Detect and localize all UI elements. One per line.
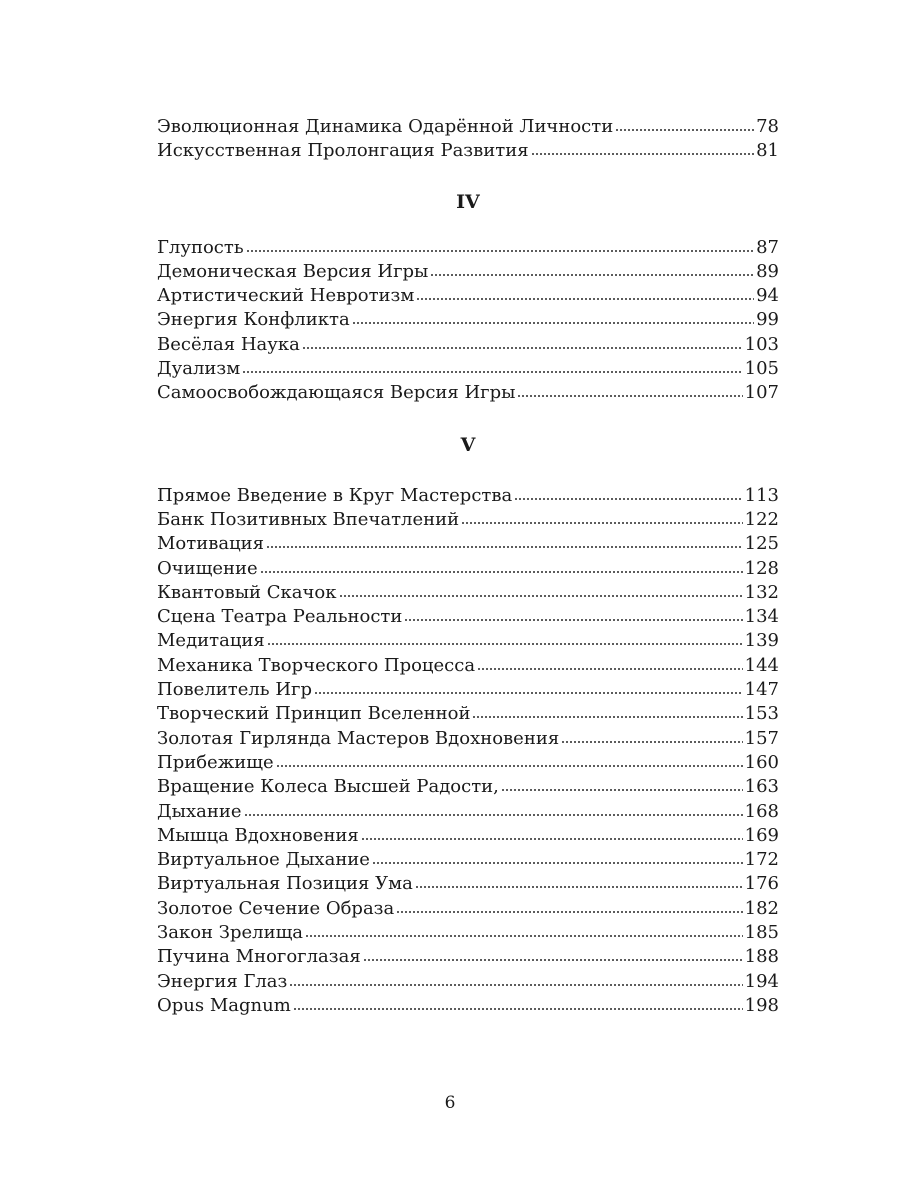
dot-leader — [415, 886, 743, 888]
toc-entry — [157, 581, 779, 605]
toc-entry-page: 122 — [744, 508, 779, 530]
toc-entry-page: 78 — [756, 116, 779, 137]
dot-leader — [305, 935, 743, 937]
toc-entry — [157, 800, 779, 824]
toc-entry — [157, 872, 779, 896]
toc-entry-title: Искусственная Пролонгация Развития — [157, 140, 529, 162]
toc-entry-page: 147 — [744, 679, 779, 701]
toc-entry-page: 153 — [744, 703, 779, 725]
toc-entry — [157, 605, 779, 629]
toc-entry — [157, 333, 779, 357]
toc-entry — [157, 139, 779, 163]
toc-entry-page: 194 — [744, 970, 779, 992]
toc-entry-title: Очищение — [157, 557, 258, 579]
toc-entry — [157, 260, 779, 284]
toc-entry — [157, 970, 779, 994]
dot-leader — [416, 298, 754, 300]
toc-entry-title: Квантовый Скачок — [157, 581, 337, 603]
toc-entry — [157, 484, 779, 508]
toc-entry-title: Творческий Принцип Вселенной — [157, 703, 471, 725]
toc-entry — [157, 532, 779, 556]
toc-entry-title: Прибежище — [157, 751, 274, 773]
toc-entry-title: Пучина Многоглазая — [157, 946, 361, 968]
toc-entry — [157, 557, 779, 581]
toc-entry-title: Виртуальная Позиция Ума — [157, 873, 413, 895]
dot-leader — [242, 371, 742, 373]
toc-entry-title: Самоосвобождающаяся Версия Игры — [157, 382, 516, 404]
toc-entry — [157, 284, 779, 308]
toc-entry — [157, 897, 779, 921]
toc-entry-page: 198 — [744, 994, 779, 1016]
dot-leader — [339, 595, 743, 597]
toc-entry-title: Глупость — [157, 236, 244, 258]
toc-entry — [157, 678, 779, 702]
dot-leader — [472, 716, 742, 718]
toc-entry-page: 81 — [756, 140, 779, 162]
dot-leader — [352, 322, 754, 324]
toc-entry-page: 94 — [756, 285, 779, 307]
dot-leader — [531, 153, 755, 155]
dot-leader — [461, 522, 743, 524]
toc-entry-title: Повелитель Игр — [157, 679, 312, 701]
dot-leader — [276, 765, 743, 767]
toc-entry-title: Артистический Невротизм — [157, 285, 415, 307]
toc-entry — [157, 629, 779, 653]
section-heading-v: V — [460, 433, 476, 456]
toc-entry-title: Банк Позитивных Впечатлений — [157, 508, 460, 530]
toc-entry — [157, 702, 779, 726]
toc-entry — [157, 945, 779, 969]
dot-leader — [361, 838, 743, 840]
toc-entry-title: Золотое Сечение Образа — [157, 897, 395, 919]
toc-entry-page: 134 — [744, 606, 779, 628]
toc-entry-title: Медитация — [157, 630, 265, 652]
page-number: 6 — [444, 1093, 456, 1113]
toc-entry-page: 160 — [744, 751, 779, 773]
toc-entry-page: 176 — [744, 873, 779, 895]
toc-entry-page: 128 — [744, 557, 779, 579]
toc-entry-page: 125 — [744, 533, 779, 555]
dot-leader — [244, 814, 743, 816]
dot-leader — [372, 862, 743, 864]
toc-entry-title: Энергия Глаз — [157, 970, 288, 992]
dot-leader — [615, 129, 754, 131]
dot-leader — [289, 984, 742, 986]
dot-leader — [260, 571, 743, 573]
dot-leader — [293, 1008, 743, 1010]
dot-leader — [514, 498, 742, 500]
dot-leader — [267, 643, 743, 645]
toc-entry — [157, 775, 779, 799]
dot-leader — [246, 250, 754, 252]
dot-leader — [517, 395, 742, 397]
dot-leader — [501, 789, 743, 791]
toc-entry — [157, 994, 779, 1018]
toc-entry — [157, 921, 779, 945]
toc-entry-title: Дуализм — [157, 358, 241, 380]
toc-entry-page: 103 — [744, 333, 779, 355]
toc-entry-title: Закон Зрелища — [157, 922, 304, 944]
toc-entry-title: Дыхание — [157, 800, 242, 822]
toc-entry-page: 89 — [756, 260, 779, 282]
toc-entry-title: Эволюционная Динамика Одарённой Личности — [157, 116, 614, 137]
spacer — [157, 214, 779, 236]
toc-entry-title: Opus Magnum — [157, 994, 291, 1016]
dot-leader — [561, 741, 742, 743]
toc-entry — [157, 727, 779, 751]
toc-entry-page: 188 — [744, 946, 779, 968]
toc-entries-section-v — [157, 484, 779, 1019]
section-heading-iv: IV — [456, 190, 480, 213]
toc-entry — [157, 357, 779, 381]
toc-entry-page: 163 — [744, 776, 779, 798]
toc-entry — [157, 115, 779, 139]
toc-entry-page: 185 — [744, 922, 779, 944]
toc-entry-page: 169 — [744, 824, 779, 846]
toc-entry-title: Мотивация — [157, 533, 265, 555]
spacer — [157, 457, 779, 484]
toc-entry-title: Вращение Колеса Высшей Радости, — [157, 776, 499, 798]
toc-entry — [157, 848, 779, 872]
toc-entry-page: 144 — [744, 654, 779, 676]
toc-entry-page: 107 — [744, 382, 779, 404]
toc-entry — [157, 824, 779, 848]
dot-leader — [396, 911, 742, 913]
toc-entry-page: 87 — [756, 236, 779, 258]
toc-entry-title: Энергия Конфликта — [157, 309, 350, 331]
table-of-contents — [157, 115, 779, 1018]
toc-entry-page: 168 — [744, 800, 779, 822]
dot-leader — [314, 692, 743, 694]
toc-entry-page: 99 — [756, 309, 779, 331]
toc-entry-page: 105 — [744, 358, 779, 380]
toc-entry-page: 139 — [744, 630, 779, 652]
toc-entry-page: 172 — [744, 849, 779, 871]
toc-entry-page: 157 — [744, 727, 779, 749]
toc-entries-top — [157, 115, 779, 164]
toc-entry-page: 113 — [744, 484, 779, 506]
toc-entry-title: Золотая Гирлянда Мастеров Вдохновения — [157, 727, 560, 749]
dot-leader — [404, 619, 742, 621]
toc-entry-title: Виртуальное Дыхание — [157, 849, 370, 871]
toc-entry-title: Демоническая Версия Игры — [157, 260, 429, 282]
toc-entry — [157, 381, 779, 405]
toc-entry-page: 132 — [744, 581, 779, 603]
toc-entry-page: 182 — [744, 897, 779, 919]
toc-entry-title: Механика Творческого Процесса — [157, 654, 476, 676]
toc-entry-title: Сцена Театра Реальности — [157, 606, 403, 628]
toc-entry — [157, 308, 779, 332]
toc-entry-title: Прямое Введение в Круг Мастерства — [157, 484, 513, 506]
dot-leader — [266, 546, 743, 548]
spacer — [157, 164, 779, 190]
toc-entries-section-iv — [157, 236, 779, 406]
toc-entry — [157, 654, 779, 678]
toc-entry-title: Мышца Вдохновения — [157, 824, 359, 846]
dot-leader — [477, 668, 743, 670]
toc-entry-title: Весёлая Наука — [157, 333, 300, 355]
dot-leader — [302, 347, 743, 349]
toc-entry — [157, 236, 779, 260]
toc-entry — [157, 508, 779, 532]
toc-entry — [157, 751, 779, 775]
dot-leader — [363, 959, 743, 961]
spacer — [157, 406, 779, 433]
dot-leader — [430, 274, 754, 276]
